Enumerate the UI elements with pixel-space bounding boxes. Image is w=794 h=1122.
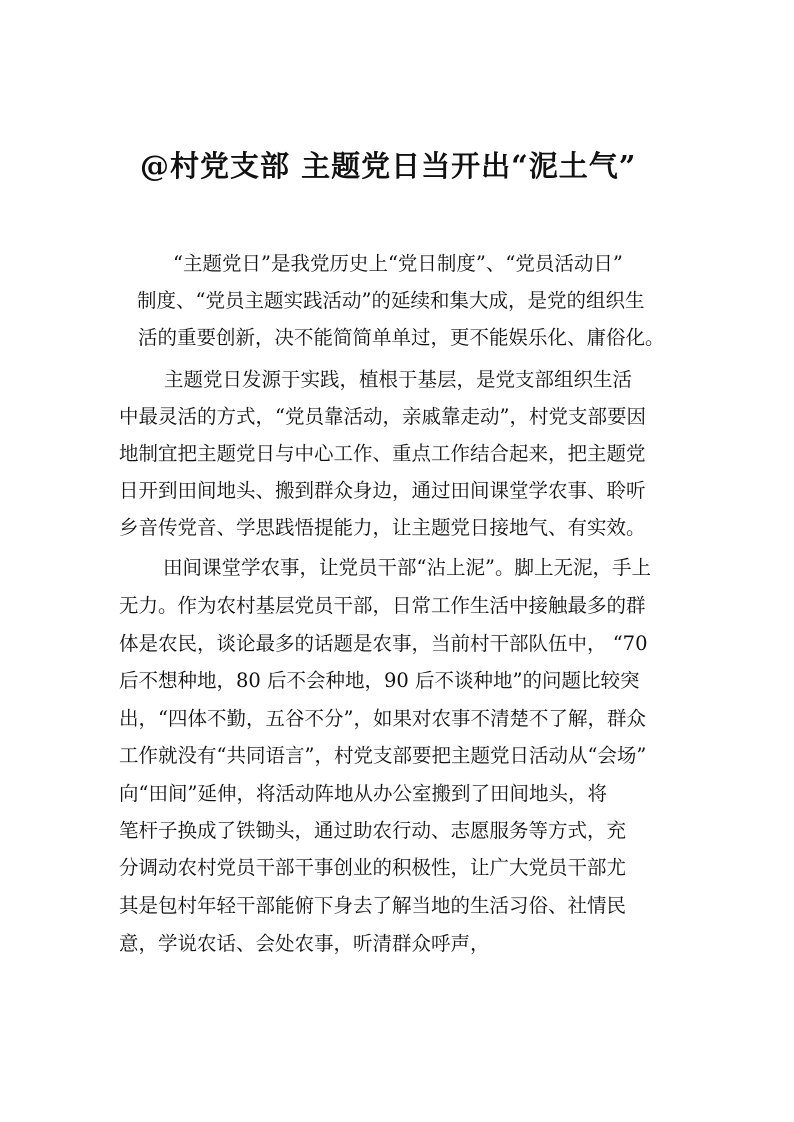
paragraph-3-line-4: 后不想种地，80 后不会种地，90 后不谈种地”的问题比较突 [119,669,640,692]
paragraph-2-line-2: 中最灵活的方式，“党员靠活动，亲戚靠走动”，村党支部要因 [119,405,646,428]
paragraph-2-line-4: 日开到田间地头、搬到群众身边，通过田间课堂学农事、聆听 [119,479,646,502]
paragraph-1-line-2: 制度、“党员主题实践活动”的延续和集大成，是党的组织生 [137,289,645,312]
paragraph-2-line-5: 乡音传党音、学思践悟提能力，让主题党日接地气、有实效。 [119,516,646,539]
document-title: @村党支部 主题党日当开出“泥土气” [140,149,637,183]
paragraph-1-line-1: “主题党日”是我党历史上“党日制度”、“党员活动日” [173,252,623,275]
paragraph-3-line-10: 其是包村年轻干部能俯下身去了解当地的生活习俗、社情民 [119,894,627,917]
paragraph-3-line-1: 田间课堂学农事，让党员干部“沾上泥”。脚上无泥，手上 [163,556,651,579]
paragraph-3-line-7: 向“田间”延伸，将活动阵地从办公室搬到了田间地头，将 [119,782,607,805]
paragraph-3-line-6: 工作就没有“共同语言”，村党支部要把主题党日活动从“会场” [119,744,647,767]
paragraph-1-line-3: 活的重要创新，决不能简简单单过，更不能娱乐化、庸俗化。 [138,326,665,349]
paragraph-2-line-1: 主题党日发源于实践，植根于基层，是党支部组织生活 [164,368,633,391]
paragraph-3-line-9: 分调动农村党员干部干事创业的积极性，让广大党员干部尤 [119,856,627,879]
paragraph-3-line-3: 体是农民，谈论最多的话题是农事，当前村干部队伍中， “70 [119,632,648,655]
paragraph-3-line-8: 笔杆子换成了铁锄头，通过助农行动、志愿服务等方式，充 [119,819,627,842]
paragraph-3-line-2: 无力。作为农村基层党员干部，日常工作生活中接触最多的群 [119,594,646,617]
paragraph-2-line-3: 地制宜把主题党日与中心工作、重点工作结合起来，把主题党 [119,442,646,465]
paragraph-3-line-5: 出，“四体不勤，五谷不分”，如果对农事不清楚不了解，群众 [119,707,646,730]
paragraph-3-line-11: 意，学说农话、会处农事，听清群众呼声， [119,932,490,955]
